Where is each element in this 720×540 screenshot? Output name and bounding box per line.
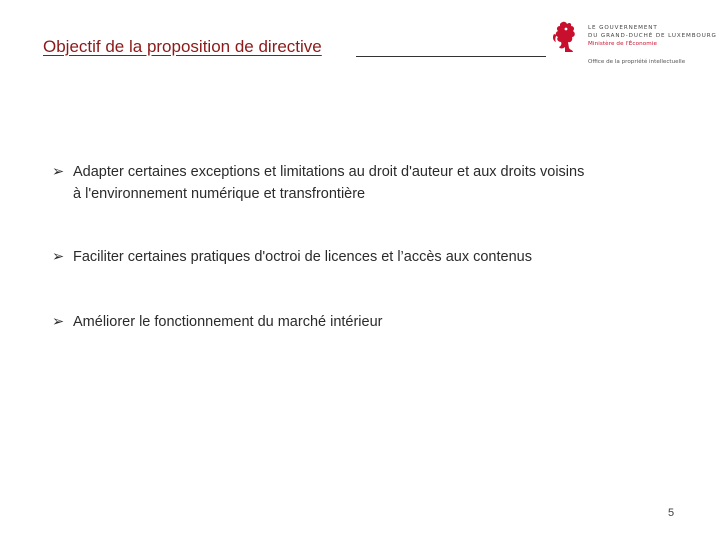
red-lion-icon [552, 20, 582, 54]
bullet-text: Faciliter certaines pratiques d'octroi de licences et l’accès aux contenus [73, 249, 532, 265]
bullet-text-line: Adapter certaines exceptions et limitations au droit d'auteur et aux droits voisins [73, 164, 585, 180]
bullet-text-line: à l'environnement numérique et transfrontière [73, 186, 366, 202]
arrow-bullet-icon: ➢ [52, 164, 65, 180]
bullet-text: Améliorer le fonctionnement du marché intérieur [73, 314, 383, 330]
page-title: Objectif de la proposition de directive [43, 37, 322, 56]
logo-text-ministry: Ministère de l'Économie [588, 41, 658, 47]
logo-text-office: Office de la propriété intellectuelle [588, 59, 686, 65]
bullet-item [52, 311, 683, 333]
title-underline-rule [356, 56, 546, 57]
logo-text-line1: LE GOUVERNEMENT [588, 25, 658, 31]
logo-text-line2: DU GRAND-DUCHÉ DE LUXEMBOURG [588, 33, 717, 39]
page-number: 5 [668, 507, 675, 519]
bullet-item [52, 246, 683, 268]
government-logo [550, 18, 715, 70]
bullet-text [73, 161, 683, 205]
arrow-bullet-icon: ➢ [52, 249, 65, 265]
bullet-item [52, 161, 683, 205]
arrow-bullet-icon: ➢ [52, 314, 65, 330]
